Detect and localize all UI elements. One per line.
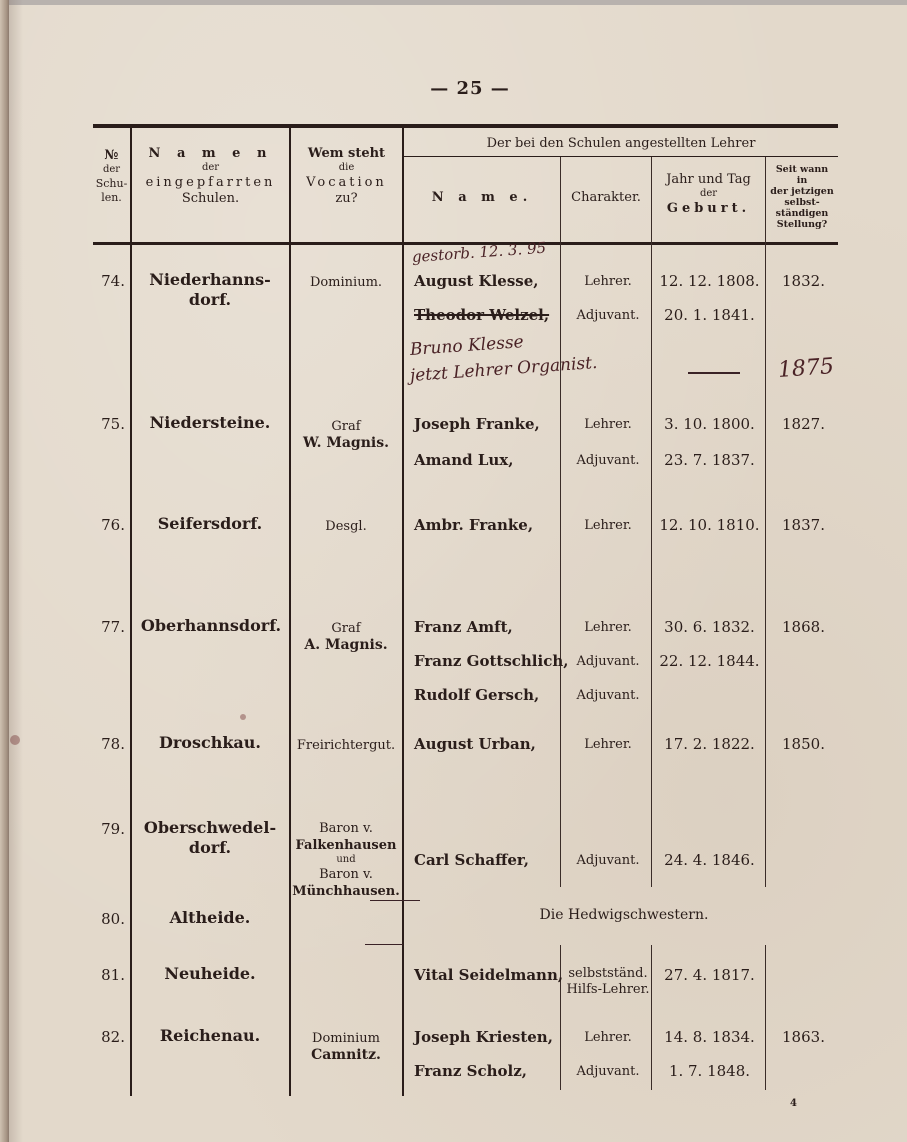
vocation-line: Desgl.	[325, 519, 367, 534]
teacher-name: Joseph Kriesten,	[414, 1028, 553, 1046]
header-text: Vocation	[306, 174, 387, 190]
school-name-line: Neuheide.	[164, 964, 256, 983]
header-since	[766, 164, 838, 230]
vocation-line: Freirichtergut.	[296, 738, 396, 753]
teacher-birth: 23. 7. 1837.	[664, 451, 755, 469]
vocation	[291, 518, 401, 535]
school-name-line: Oberhannsdorf.	[140, 616, 282, 635]
teacher-character: Adjuvant.	[576, 453, 640, 468]
header-text: der	[699, 188, 718, 200]
vocation	[291, 1030, 401, 1064]
stain	[240, 714, 246, 720]
school-name	[135, 270, 285, 310]
header-text: selbst-	[784, 197, 820, 208]
teacher-birth: 22. 12. 1844.	[659, 652, 760, 670]
school-name-line: dorf.	[188, 290, 232, 309]
teacher-name: Ambr. Franke,	[414, 516, 534, 534]
page-number: — 25 —	[430, 78, 510, 99]
vocation	[291, 737, 401, 754]
teacher-birth: 1. 7. 1848.	[668, 1062, 751, 1080]
teacher-birth: 30. 6. 1832.	[664, 618, 755, 636]
school-name	[135, 964, 285, 984]
teacher-name: Vital Seidelmann,	[414, 966, 564, 984]
teacher-character: Adjuvant.	[576, 654, 640, 669]
school-name-line: Niedersteine.	[149, 413, 271, 432]
teacher-name: Franz Gottschlich,	[414, 652, 569, 670]
school-name	[135, 818, 285, 858]
header-school	[132, 146, 289, 207]
header-text: N a m e n	[148, 146, 273, 161]
vocation-line: Graf	[331, 621, 361, 636]
vocation-line: Dominium	[312, 1031, 380, 1046]
teacher-birth: 14. 8. 1834.	[664, 1028, 755, 1046]
header-text: Geburt.	[666, 200, 751, 216]
vocation	[291, 418, 401, 452]
header-text: ständigen	[775, 208, 829, 219]
teacher-since: 1832.	[782, 272, 825, 290]
handwritten-note: gestorb. 12. 3. 95	[411, 238, 547, 266]
teacher-birth: 27. 4. 1817.	[664, 966, 755, 984]
school-number: 74.	[101, 272, 125, 290]
teacher-birth: 12. 12. 1808.	[659, 272, 760, 290]
teacher-character: Lehrer.	[584, 737, 632, 752]
teacher-birth: 12. 10. 1810.	[659, 516, 760, 534]
vocation-line: und	[336, 854, 356, 865]
school-name-line: Niederhanns-	[149, 270, 271, 289]
header-text: zu?	[335, 191, 358, 206]
header-text: Stellung?	[776, 219, 828, 230]
vocation	[291, 274, 401, 291]
header-text: die	[338, 162, 355, 174]
header-text: der jetzigen	[770, 186, 834, 197]
school-name-line: Reichenau.	[159, 1026, 261, 1045]
header-text: Jahr und Tag	[666, 172, 751, 187]
school-name	[135, 1026, 285, 1046]
vocation-line: Dominium.	[309, 275, 383, 290]
vocation-line: Münchhausen.	[292, 884, 400, 899]
character-line: Hilfs-Lehrer.	[566, 982, 650, 997]
teacher-birth: 20. 1. 1841.	[664, 306, 755, 324]
stain	[10, 735, 20, 745]
group-header-rule	[404, 156, 838, 157]
teacher-character: Lehrer.	[584, 1030, 632, 1045]
header-text: Charakter.	[571, 190, 641, 205]
handwritten-teacher-name: Bruno Klesse	[409, 332, 525, 360]
school-name-line: Droschkau.	[158, 733, 261, 752]
character-line: selbstständ.	[568, 966, 648, 981]
school-number: 77.	[101, 618, 125, 636]
ink-dash	[365, 944, 403, 945]
teacher-since: 1827.	[782, 415, 825, 433]
teacher-name-struck: Theodor Welzel,	[414, 306, 550, 324]
gutter-shadow	[9, 0, 23, 1142]
page-top-edge	[0, 0, 907, 5]
school-name-line: dorf.	[188, 838, 232, 857]
spanning-note: Die Hedwigschwestern.	[539, 907, 709, 923]
teacher-character: Adjuvant.	[576, 688, 640, 703]
teacher-character: Adjuvant.	[576, 1064, 640, 1079]
ink-dash	[370, 900, 420, 901]
header-teachers-group	[404, 136, 838, 152]
teacher-name: Franz Amft,	[414, 618, 513, 636]
header-text: eingepfarrten	[145, 174, 276, 190]
school-name	[135, 616, 287, 636]
vocation-line: A. Magnis.	[304, 637, 388, 653]
header-text: Schulen.	[181, 191, 240, 206]
vocation-line: Baron v.	[319, 821, 373, 836]
teacher-name: Amand Lux,	[414, 451, 514, 469]
header-text: len.	[101, 190, 122, 204]
school-number: 81.	[101, 966, 125, 984]
school-name-line: Seifersdorf.	[157, 514, 263, 533]
school-name	[135, 733, 285, 753]
vocation	[291, 620, 401, 654]
signature-mark: 4	[790, 1098, 797, 1109]
teacher-character: Adjuvant.	[576, 853, 640, 868]
handwritten-teacher-role: jetzt Lehrer Organist.	[409, 352, 599, 386]
school-number: 76.	[101, 516, 125, 534]
header-character	[561, 190, 651, 206]
header-text: N a m e.	[431, 190, 533, 205]
book-gutter	[0, 0, 9, 1142]
header-text: Schu-	[95, 176, 128, 190]
header-text: Der bei den Schulen angestellten Lehrer	[486, 136, 756, 151]
handwritten-dash	[688, 372, 740, 374]
col-divider	[402, 128, 404, 1096]
col-divider	[130, 128, 132, 1096]
teacher-birth: 17. 2. 1822.	[664, 735, 755, 753]
teacher-character: Lehrer.	[584, 417, 632, 432]
teacher-since: 1850.	[782, 735, 825, 753]
header-birth	[652, 172, 765, 217]
school-name	[135, 514, 285, 534]
header-text: Wem steht	[307, 146, 386, 161]
header-vocation	[291, 146, 402, 207]
school-number: 78.	[101, 735, 125, 753]
vocation-line: W. Magnis.	[303, 435, 389, 451]
header-text: der	[201, 162, 220, 174]
school-number: 80.	[101, 910, 125, 928]
header-text: Seit wann	[775, 164, 829, 175]
teacher-name: August Urban,	[414, 735, 536, 753]
teacher-name: Rudolf Gersch,	[414, 686, 540, 704]
vocation-line: Baron v.	[319, 867, 373, 882]
teacher-since: 1863.	[782, 1028, 825, 1046]
school-name	[135, 908, 285, 928]
school-number: 82.	[101, 1028, 125, 1046]
header-teacher-name	[404, 190, 560, 206]
teacher-character: Lehrer.	[584, 518, 632, 533]
teacher-name: Carl Schaffer,	[414, 851, 529, 869]
vocation	[291, 820, 401, 900]
school-name	[135, 413, 285, 433]
teacher-name: Franz Scholz,	[414, 1062, 527, 1080]
teacher-name: August Klesse,	[414, 272, 539, 290]
teacher-name: Joseph Franke,	[414, 415, 540, 433]
vocation-line: Graf	[331, 419, 361, 434]
school-number: 75.	[101, 415, 125, 433]
school-name-line: Altheide.	[169, 908, 251, 927]
teacher-birth: 24. 4. 1846.	[664, 851, 755, 869]
teacher-since: 1837.	[782, 516, 825, 534]
vocation-line: Falkenhausen	[295, 838, 397, 853]
header-no	[93, 148, 130, 204]
teacher-character: Lehrer.	[584, 620, 632, 635]
table-top-rule	[93, 124, 838, 128]
teacher-birth: 3. 10. 1800.	[664, 415, 755, 433]
header-text: in	[796, 175, 808, 186]
handwritten-since: 1875	[777, 354, 835, 383]
header-text: №	[104, 148, 119, 163]
teacher-character: Lehrer.	[584, 274, 632, 289]
school-number: 79.	[101, 820, 125, 838]
teacher-character: Adjuvant.	[576, 308, 640, 323]
teacher-character	[558, 966, 658, 998]
teacher-since: 1868.	[782, 618, 825, 636]
vocation-line: Camnitz.	[311, 1047, 381, 1063]
header-text: der	[102, 164, 121, 176]
school-name-line: Oberschwedel-	[143, 818, 277, 837]
